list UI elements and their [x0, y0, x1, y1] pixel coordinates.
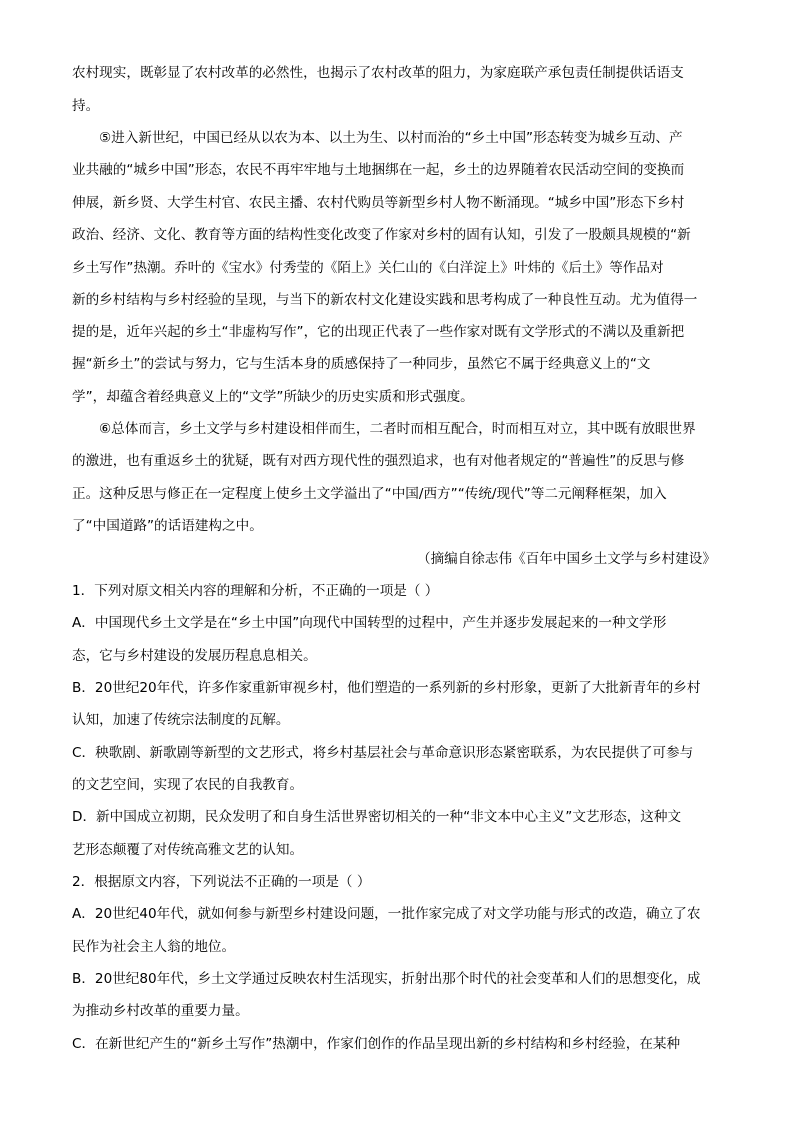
option-b: B．20世纪20年代，许多作家重新审视乡村，他们塑造的一系列新的乡村形象，更新了大批新青年的乡村	[72, 680, 701, 696]
text-line: 新的乡村结构与乡村经验的呈现，与当下的新农村文化建设实践和思考构成了一种良性互动。尤为值得一	[72, 292, 698, 308]
option-d: D．新中国成立初期，民众发明了和自身生活世界密切相关的一种“非文本中心主义”文艺形态，这种文	[72, 809, 682, 825]
option-a: A．20世纪40年代，就如何参与新型乡村建设问题，一批作家完成了对文学功能与形式的改造，确立了农	[72, 906, 701, 922]
text-line: 政治、经济、文化、教育等方面的结构性变化改变了作家对乡村的固有认知，引发了一股颇具规模的“新	[72, 227, 691, 243]
text-line: 业共融的“城乡中国”形态，农民不再牢牢地与土地捆绑在一起，乡土的边界随着农民活动空间的变换而	[72, 162, 685, 178]
paragraph-5-line: ⑤进入新世纪，中国已经从以农为本、以土为生、以村而治的“乡土中国”形态转变为城乡互动、产	[99, 130, 683, 146]
option-c: C．秧歌剧、新歌剧等新型的文艺形式，将乡村基层社会与革命意识形态紧密联系，为农民提供了可参与	[72, 745, 694, 761]
text-line: 提的是，近年兴起的乡土“非虚构写作”，它的出现正代表了一些作家对既有文学形式的不满以及重新把	[72, 324, 685, 340]
option-d-cont: 艺形态颠覆了对传统高雅文艺的认知。	[72, 842, 304, 858]
text-line: 了“中国道路”的话语建构之中。	[72, 518, 263, 534]
text-line: 伸展，新乡贤、大学生村官、农民主播、农村代购员等新型乡村人物不断涌现。“城乡中国”形态下乡村	[72, 195, 685, 211]
text-line: 正。这种反思与修正在一定程度上使乡土文学溢出了“中国/西方”“传统/现代”等二元阐释框架，加入	[72, 486, 667, 502]
text-line: 的激进，也有重返乡土的犹疑，既有对西方现代性的强烈追求，也有对他者规定的“普遍性”的反思与修	[72, 453, 685, 469]
option-a-cont: 民作为社会主人翁的地位。	[72, 939, 236, 955]
option-c-cont: 的文艺空间，实现了农民的自我教育。	[72, 777, 304, 793]
paragraph-6-line: ⑥总体而言，乡土文学与乡村建设相伴而生，二者时而相互配合，时而相互对立，其中既有放眼世界	[99, 421, 696, 437]
text-line: 学”，却蕴含着经典意义上的“文学”所缺少的历史实质和形式强度。	[72, 389, 474, 405]
text-line: 持。	[72, 98, 100, 114]
question-1-stem: 1．下列对原文相关内容的理解和分析，不正确的一项是（ ）	[72, 583, 439, 599]
question-2-stem: 2．根据原文内容，下列说法不正确的一项是（ ）	[72, 874, 371, 890]
option-b-cont: 为推动乡村改革的重要力量。	[72, 1003, 249, 1019]
text-line: 农村现实，既彰显了农村改革的必然性，也揭示了农村改革的阻力，为家庭联产承包责任制提供话语支	[72, 65, 684, 81]
source-citation: （摘编自徐志伟《百年中国乡土文学与乡村建设》	[416, 551, 716, 567]
option-c: C．在新世纪产生的“新乡土写作”热潮中，作家们创作的作品呈现出新的乡村结构和乡村经验，在某种	[72, 1036, 681, 1052]
text-line: 握“新乡土”的尝试与努力，它与生活本身的质感保持了一种同步，虽然它不属于经典意义上的“文	[72, 356, 651, 372]
option-a-cont: 态，它与乡村建设的发展历程息息相关。	[72, 648, 317, 664]
text-line: 乡土写作”热潮。乔叶的《宝水》付秀莹的《陌上》关仁山的《白洋淀上》叶炜的《后土》等作品对	[72, 260, 664, 276]
option-b-cont: 认知，加速了传统宗法制度的瓦解。	[72, 712, 290, 728]
option-a: A．中国现代乡土文学是在“乡土中国”向现代中国转型的过程中，产生并逐步发展起来的一种文学形	[72, 615, 667, 631]
option-b: B．20世纪80年代，乡土文学通过反映农村生活现实，折射出那个时代的社会变革和人们的思想变化，成	[72, 971, 701, 987]
